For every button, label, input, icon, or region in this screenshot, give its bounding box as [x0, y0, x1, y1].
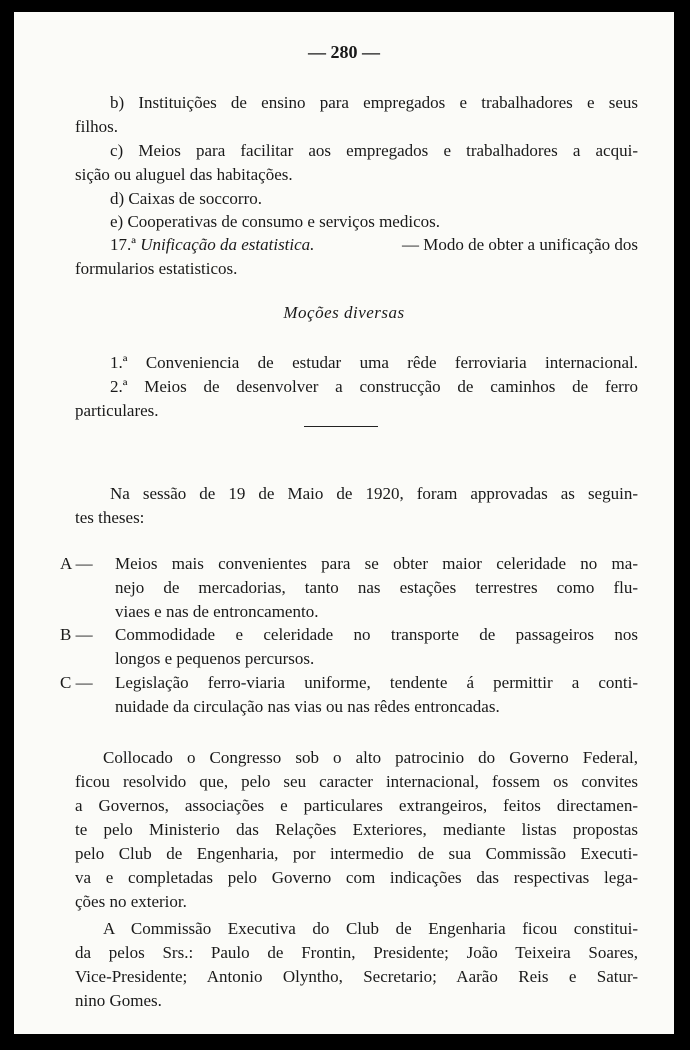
paragraph1-line3: a Governos, associações e particulares extrangeiros, feitos directamen-	[75, 796, 638, 815]
item-e: e) Cooperativas de consumo e serviços medicos.	[110, 212, 440, 231]
paragraph1-line7: ções no exterior.	[75, 892, 187, 911]
mocao-2-line1: 2.ª Meios de desenvolver a construcção de caminhos de ferro	[110, 377, 638, 396]
thesis-b-line2: longos e pequenos percursos.	[115, 649, 315, 668]
item-17-title: Unificação da estatistica.	[140, 235, 315, 254]
paragraph1-line1: Collocado o Congresso sob o alto patrocinio do Governo Federal,	[103, 748, 638, 767]
sessao-intro-line2: tes theses:	[75, 508, 145, 527]
sessao-intro-line1: Na sessão de 19 de Maio de 1920, foram approvadas as seguin-	[110, 484, 638, 503]
item-d: d) Caixas de soccorro.	[110, 189, 263, 208]
thesis-c-label: C —	[60, 673, 93, 692]
item-b-line1: b) Instituições de ensino para empregados e trabalhadores e seus	[110, 93, 638, 112]
mocoes-heading: Moções diversas	[283, 303, 405, 322]
item-b-line2: filhos.	[75, 117, 118, 136]
thesis-a-label: A —	[60, 554, 93, 573]
mocao-2-line2: particulares.	[75, 401, 159, 420]
paragraph2-line4: nino Gomes.	[75, 991, 162, 1010]
thesis-a-line3: viaes e nas de entroncamento.	[115, 602, 319, 621]
thesis-a-line2: nejo de mercadorias, tanto nas estações terrestres como flu-	[115, 578, 638, 597]
page-number: — 280 —	[308, 42, 380, 62]
paragraph1-line5: pelo Club de Engenharia, por intermedio de sua Commissão Executi-	[75, 844, 638, 863]
paragraph2-line3: Vice-Presidente; Antonio Olyntho, Secretario; Aarão Reis e Satur-	[75, 967, 638, 986]
section-divider	[304, 426, 378, 427]
paragraph2-line1: A Commissão Executiva do Club de Engenharia ficou constitui-	[103, 919, 638, 938]
paragraph1-line2: ficou resolvido que, pelo seu caracter internacional, fossem os convites	[75, 772, 638, 791]
item-17-line2: formularios estatisticos.	[75, 259, 238, 278]
paragraph1-line4: te pelo Ministerio das Relações Exteriores, mediante listas propostas	[75, 820, 638, 839]
thesis-c-line2: nuidade da circulação nas vias ou nas rêdes entroncadas.	[115, 697, 500, 716]
thesis-b-line1: Commodidade e celeridade no transporte de passageiros nos	[115, 625, 638, 644]
mocao-1: 1.ª Conveniencia de estudar uma rêde ferroviaria internacional.	[110, 353, 638, 372]
document-page	[14, 12, 674, 1034]
item-17-line1	[110, 234, 638, 256]
paragraph1-line6: va e completadas pelo Governo com indicações das respectivas lega-	[75, 868, 638, 887]
item-17-rest: — Modo de obter a unificação dos	[401, 235, 638, 254]
thesis-b-label: B —	[60, 625, 93, 644]
item-c-line1: c) Meios para facilitar aos empregados e trabalhadores a acqui-	[110, 141, 638, 160]
thesis-a-line1: Meios mais convenientes para se obter maior celeridade no ma-	[115, 554, 638, 573]
item-c-line2: sição ou aluguel das habitações.	[75, 165, 293, 184]
paragraph2-line2: da pelos Srs.: Paulo de Frontin, Presidente; João Teixeira Soares,	[75, 943, 638, 962]
item-17-number: 17.ª	[110, 235, 136, 254]
thesis-c-line1: Legislação ferro-viaria uniforme, tendente á permittir a conti-	[115, 673, 638, 692]
